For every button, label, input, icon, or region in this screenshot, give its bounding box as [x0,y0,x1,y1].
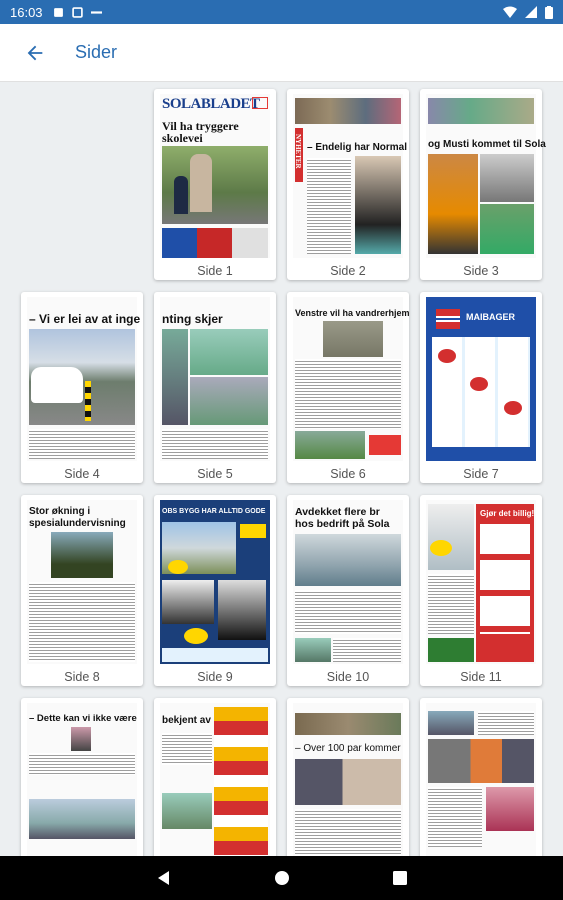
flag-icon [436,309,460,329]
page-label: Side 10 [326,670,370,684]
back-arrow-icon[interactable] [24,42,46,64]
ad-panel [214,707,268,865]
page-thumbnail [426,703,536,867]
notification-icon [72,7,83,18]
page-headline: Stor økning i spesialundervisning [29,506,126,529]
page-card[interactable] [420,89,546,280]
logo-box [252,97,268,109]
photo-strip [295,713,401,735]
app-bar [0,24,563,82]
page-label: Side 7 [463,467,499,481]
photo-strip [428,98,534,124]
photo-person [190,154,212,212]
page-photo [355,156,401,254]
page-label: Side 8 [64,670,100,684]
page-thumbnail [27,500,137,664]
notification-icon [91,7,102,18]
page-headline: – Over 100 par kommer [295,743,401,754]
page-headline: MAIBAGER [466,312,515,322]
section-label: NYHETER [294,134,302,169]
page-headline: – Vi er lei av at inge [29,312,141,326]
text-column [29,582,135,662]
nav-home-icon[interactable] [273,869,291,887]
price-badge [470,377,488,391]
photo-person [174,176,188,214]
page-photo [295,638,331,662]
page-label: Side 1 [197,264,233,278]
page-photo [295,759,401,805]
page-card[interactable] [154,495,276,686]
page-photo [51,532,113,578]
page-headline: Venstre vil ha vandrerhjem [295,308,410,318]
page-photo [428,711,474,735]
text-column [307,158,351,254]
ad-box [428,638,474,662]
page-thumbnail [27,297,141,461]
page-title: Sider [75,42,118,62]
page-headline: OBS BYGG HAR ALLTID GODE [162,508,266,515]
price-badge [438,349,456,363]
battery-icon [545,6,553,19]
page-photo [428,739,534,783]
page-thumbnail [426,94,546,258]
photo-car [31,367,83,403]
page-label: Side 6 [330,467,366,481]
page-card[interactable] [287,292,409,483]
page-photo [486,787,534,831]
page-photo [323,321,383,357]
page-photo [71,727,91,751]
page-headline: og Musti kommet til Sola [428,139,546,150]
product-grid [480,524,530,634]
page-thumbnail [293,703,403,867]
clock: 16:03 [10,4,43,20]
page-thumbnail [293,500,403,664]
ad-box [369,435,401,455]
page-label: Side 2 [330,264,366,278]
text-column [29,753,135,775]
price-badge [430,540,452,556]
text-column [333,638,401,662]
ad-strip [162,228,268,258]
page-photo [295,431,365,459]
price-badge [504,401,522,415]
page-headline: – Endelig har Normal [307,142,408,153]
text-column [162,733,212,765]
text-column [478,711,534,735]
page-photo [480,204,534,254]
system-nav-bar [0,856,563,900]
signal-icon [525,6,537,18]
page-headline: Avdekket flere br hos bedrift på Sola [295,506,390,530]
footer-strip [162,648,268,662]
page-headline: nting skjer [162,312,223,326]
text-column [295,359,401,429]
page-grid [0,83,563,856]
page-thumbnail [293,297,410,461]
page-card[interactable] [420,292,542,483]
page-card[interactable] [287,89,409,280]
page-photo [428,154,478,254]
page-card[interactable] [420,495,542,686]
page-photo [162,580,214,624]
page-thumbnail [27,703,137,867]
price-badge [168,560,188,574]
text-column [162,429,268,459]
page-thumbnail [160,703,270,867]
nav-recents-icon[interactable] [391,869,409,887]
page-card[interactable] [154,292,276,483]
page-card[interactable] [287,495,409,686]
photo-pole [85,381,91,421]
page-card[interactable] [21,495,143,686]
page-thumbnail [160,94,270,258]
page-thumbnail [293,94,408,258]
price-badge [240,524,266,538]
page-card[interactable] [154,89,276,280]
page-photo [29,799,135,839]
masthead: SOLABLADET [162,96,260,112]
page-photo [295,534,401,586]
page-thumbnail [426,500,536,664]
nav-back-icon[interactable] [155,869,173,887]
page-photo [428,504,474,570]
notification-icon [53,7,64,18]
wifi-icon [503,6,517,18]
page-photo [480,154,534,202]
page-headline: Gjør det billig! [480,509,535,518]
page-photo [190,329,268,375]
page-label: Side 9 [197,670,233,684]
page-headline: – Dette kan vi ikke være [29,713,137,724]
photo-strip [295,98,401,124]
page-photo [162,793,212,829]
page-thumbnail [160,297,270,461]
price-badge [184,628,208,644]
page-thumbnail [160,500,270,664]
page-label: Side 3 [463,264,499,278]
text-column [295,590,401,634]
page-photo [190,377,268,425]
page-photo [162,329,188,425]
page-thumbnail [426,297,536,461]
page-card[interactable] [21,292,143,483]
status-bar [0,0,563,24]
text-column [428,787,482,847]
page-headline: bekjent av [162,715,211,726]
page-label: Side 4 [64,467,100,481]
text-column [428,574,474,634]
text-column [29,429,135,459]
page-photo [218,580,266,640]
page-label: Side 11 [460,670,502,684]
page-label: Side 5 [197,467,233,481]
page-headline: Vil ha tryggere skolevei [162,119,239,145]
